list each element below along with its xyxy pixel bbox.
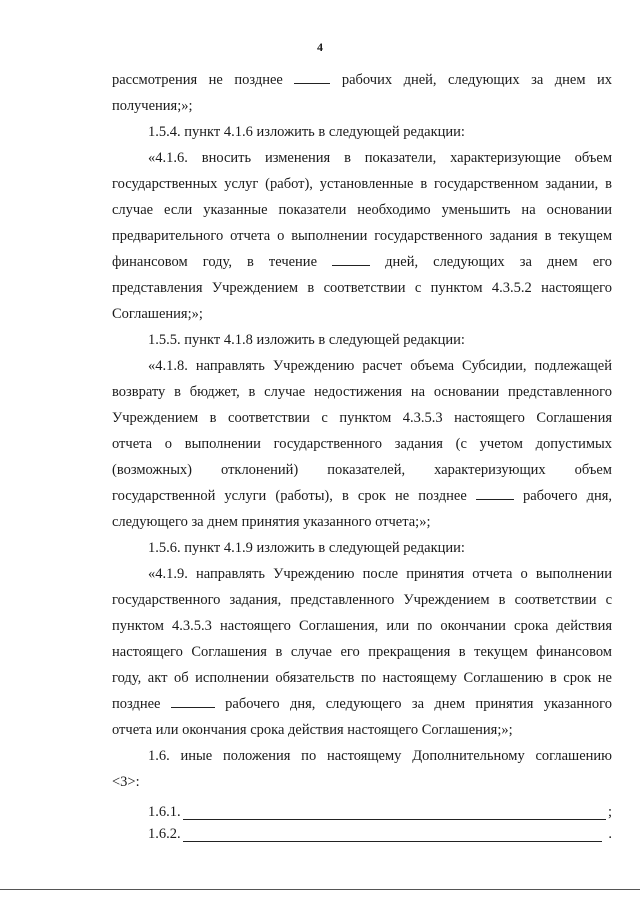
blank-field	[332, 251, 370, 266]
text-line: государственной услуги (работы), в срок не позднее рабочего дня,	[112, 483, 612, 509]
text-line: следующего за днем принятия указанного отчета;»;	[112, 514, 431, 530]
page-bottom-edge	[0, 889, 640, 890]
text-line: (возможных) отклонений) показателей, характеризующих объем	[112, 462, 612, 478]
paragraph-1-5-5: 1.5.5. пункт 4.1.8 изложить в следующей редакции:	[148, 332, 465, 348]
paragraph-1-5-6: 1.5.6. пункт 4.1.9 изложить в следующей редакции:	[148, 540, 465, 556]
paragraph-1-5-4: 1.5.4. пункт 4.1.6 изложить в следующей редакции:	[148, 124, 465, 140]
text-line: «4.1.8. направлять Учреждению расчет объема Субсидии, подлежащей	[148, 358, 612, 374]
fill-line	[183, 819, 606, 820]
footnote-ref: <3>:	[112, 774, 140, 790]
text-line: «4.1.9. направлять Учреждению после принятия отчета о выполнении	[148, 566, 612, 582]
text-line: возврату в бюджет, в случае недостижения на основании представленного	[112, 384, 612, 400]
text-line: пунктом 4.3.5.3 настоящего Соглашения, или по окончании срока действия	[112, 618, 612, 634]
text-line: Учреждением в соответствии с пунктом 4.3.5.3 настоящего Соглашения	[112, 410, 612, 426]
item-1-6-1: 1.6.1. ;	[148, 804, 612, 820]
text-line: случае если указанные показатели необходимо уменьшить на основании	[112, 202, 612, 218]
page-number: 4	[317, 40, 323, 54]
blank-field	[476, 485, 514, 500]
blank-field	[171, 693, 215, 708]
blank-field	[294, 69, 330, 84]
document-body	[112, 67, 612, 847]
text-line: отчета о выполнении государственного задания (с учетом допустимых	[112, 436, 612, 452]
text-line: настоящего Соглашения в случае его прекращения в текущем финансовом	[112, 644, 612, 660]
item-1-6-2: 1.6.2. .	[148, 826, 612, 842]
text-line: финансовом году, в течение дней, следующих за днем его	[112, 249, 612, 275]
text-line: Соглашения;»;	[112, 306, 203, 322]
text-line: государственного задания, представленного Учреждением в соответствии с	[112, 592, 612, 608]
text-line: получения;»;	[112, 98, 193, 114]
fill-line	[183, 841, 603, 842]
text-line: рассмотрения не позднее рабочих дней, следующих за днем их	[112, 67, 612, 93]
text-line: государственных услуг (работ), установленные в государственном задании, в	[112, 176, 612, 192]
text-line: позднее рабочего дня, следующего за днем принятия указанного	[112, 691, 612, 717]
paragraph-1-6: 1.6. иные положения по настоящему Дополнительному соглашению	[148, 748, 612, 764]
text-line: предварительного отчета о выполнении государственного задания в текущем	[112, 228, 612, 244]
text-line: году, акт об исполнении обязательств по настоящему Соглашению в срок не	[112, 670, 612, 686]
text-line: отчета или окончания срока действия настоящего Соглашения;»;	[112, 722, 513, 738]
text-line: представления Учреждением в соответствии с пунктом 4.3.5.2 настоящего	[112, 280, 612, 296]
text-line: «4.1.6. вносить изменения в показатели, характеризующие объем	[148, 150, 612, 166]
